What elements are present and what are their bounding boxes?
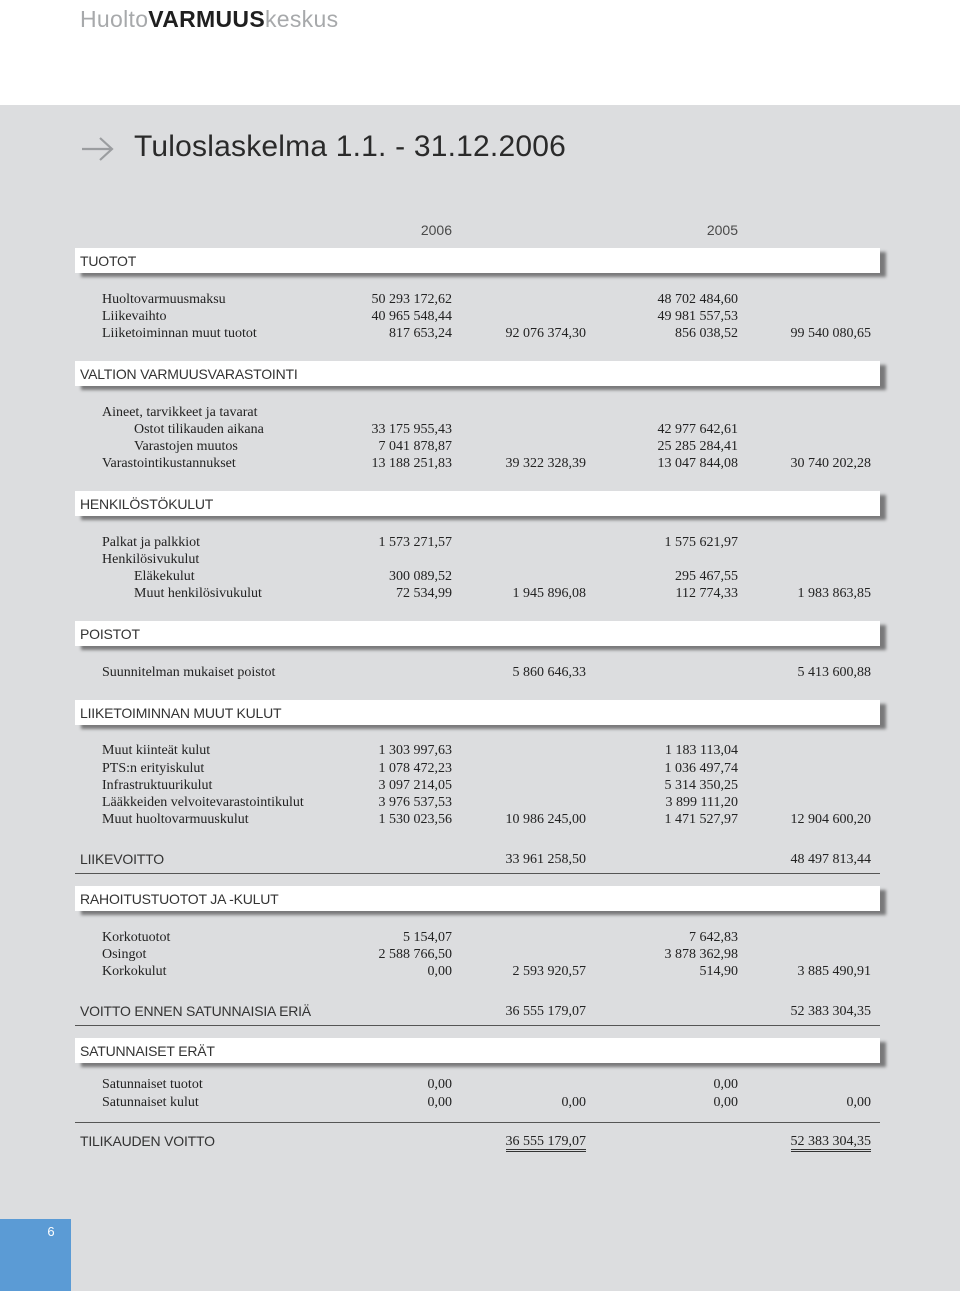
row-label: Liiketoiminnan muut tuotot bbox=[102, 326, 257, 341]
header-band bbox=[0, 0, 960, 105]
value-2005: 1 575 621,97 bbox=[664, 535, 738, 550]
value-2005: 3 878 362,98 bbox=[664, 947, 738, 962]
row-label: Liikevaihto bbox=[102, 309, 167, 324]
content-area bbox=[0, 105, 960, 1291]
total-liikevoitto bbox=[75, 847, 880, 874]
logo-part-huolto: Huolto bbox=[80, 6, 149, 32]
value-2005: 112 774,33 bbox=[675, 586, 738, 601]
value-2006: 3 097 214,05 bbox=[378, 778, 452, 793]
arrow-right-icon bbox=[80, 135, 116, 163]
table-row bbox=[0, 930, 960, 947]
table-row bbox=[0, 422, 960, 439]
section-poistot bbox=[75, 621, 880, 646]
total-tilikauden-voitto bbox=[75, 1129, 880, 1155]
subtotal-2006: 39 322 328,39 bbox=[505, 456, 586, 471]
table-row bbox=[0, 586, 960, 603]
row-label: Aineet, tarvikkeet ja tavarat bbox=[102, 405, 258, 420]
table-row bbox=[0, 552, 960, 569]
section-heading: POISTOT bbox=[80, 626, 140, 642]
total-voitto-ennen-satunnaisia bbox=[75, 999, 880, 1026]
total-2006: 33 961 258,50 bbox=[505, 852, 586, 867]
subtotal-2006: 1 945 896,08 bbox=[512, 586, 586, 601]
value-2005: 0,00 bbox=[713, 1095, 738, 1110]
total-2005-value: 52 383 304,35 bbox=[791, 1134, 872, 1152]
table-row bbox=[0, 326, 960, 343]
table-row bbox=[0, 535, 960, 552]
row-label: Henkilösivukulut bbox=[102, 552, 200, 567]
value-2005: 1 183 113,04 bbox=[665, 743, 738, 758]
table-row bbox=[0, 778, 960, 795]
divider bbox=[75, 1122, 880, 1123]
value-2006: 0,00 bbox=[427, 1095, 452, 1110]
table-row bbox=[0, 405, 960, 422]
total-2005 bbox=[721, 1134, 871, 1150]
table-row bbox=[0, 761, 960, 778]
row-label: Osingot bbox=[102, 947, 147, 962]
value-2006: 300 089,52 bbox=[389, 569, 452, 584]
total-label: TILIKAUDEN VOITTO bbox=[80, 1133, 215, 1149]
subtotal-2006: 10 986 245,00 bbox=[505, 812, 586, 827]
section-satunnaiset-erat bbox=[75, 1038, 880, 1063]
total-2006-value: 36 555 179,07 bbox=[506, 1134, 587, 1152]
value-2005: 42 977 642,61 bbox=[657, 422, 738, 437]
page-title: Tuloslaskelma 1.1. - 31.12.2006 bbox=[134, 130, 567, 163]
subtotal-2005: 99 540 080,65 bbox=[790, 326, 871, 341]
value-2006: 1 303 997,63 bbox=[378, 743, 452, 758]
logo-part-varmuus: VARMUUS bbox=[148, 6, 265, 32]
logo bbox=[80, 6, 338, 33]
value-2005: 856 038,52 bbox=[675, 326, 738, 341]
table-row bbox=[0, 456, 960, 473]
section-henkilostokulut bbox=[75, 491, 880, 516]
subtotal-2006: 0,00 bbox=[561, 1095, 586, 1110]
value-2006: 7 041 878,87 bbox=[378, 439, 452, 454]
subtotal-2005: 12 904 600,20 bbox=[790, 812, 871, 827]
value-2005: 514,90 bbox=[699, 964, 738, 979]
value-2005: 0,00 bbox=[713, 1077, 738, 1092]
section-liiketoiminnan-muut-kulut bbox=[75, 700, 880, 725]
section-heading: SATUNNAISET ERÄT bbox=[80, 1043, 215, 1059]
row-label: Infrastruktuurikulut bbox=[102, 778, 213, 793]
value-2006: 1 530 023,56 bbox=[378, 812, 452, 827]
row-label: Suunnitelman mukaiset poistot bbox=[102, 665, 276, 680]
subtotal-2006: 5 860 646,33 bbox=[512, 665, 586, 680]
row-label: Korkotuotot bbox=[102, 930, 171, 945]
value-2005: 13 047 844,08 bbox=[657, 456, 738, 471]
year-2006-header: 2006 bbox=[420, 222, 452, 238]
value-2006: 72 534,99 bbox=[396, 586, 452, 601]
table-row bbox=[0, 1095, 960, 1112]
value-2005: 295 467,55 bbox=[675, 569, 738, 584]
value-2006: 817 653,24 bbox=[389, 326, 452, 341]
row-label: Muut huoltovarmuuskulut bbox=[102, 812, 249, 827]
table-row bbox=[0, 964, 960, 981]
table-row bbox=[0, 1077, 960, 1094]
table-row bbox=[0, 795, 960, 812]
table-row bbox=[0, 292, 960, 309]
value-2006: 1 573 271,57 bbox=[378, 535, 452, 550]
section-tuotot bbox=[75, 248, 880, 273]
row-label: Muut kiinteät kulut bbox=[102, 743, 211, 758]
subtotal-2005: 3 885 490,91 bbox=[797, 964, 871, 979]
table-row bbox=[0, 439, 960, 456]
row-label: PTS:n erityiskulut bbox=[102, 761, 205, 776]
page-number: 6 bbox=[47, 1224, 55, 1239]
table-row bbox=[0, 569, 960, 586]
section-valtion-varmuusvarastointi bbox=[75, 361, 880, 386]
value-2005: 48 702 484,60 bbox=[657, 292, 738, 307]
total-label: VOITTO ENNEN SATUNNAISIA ERIÄ bbox=[80, 1003, 311, 1019]
row-label: Varastointikustannukset bbox=[102, 456, 236, 471]
subtotal-2005: 0,00 bbox=[846, 1095, 871, 1110]
subtotal-2005: 5 413 600,88 bbox=[797, 665, 871, 680]
row-label: Satunnaiset tuotot bbox=[102, 1077, 203, 1092]
value-2005: 7 642,83 bbox=[689, 930, 738, 945]
total-2006: 36 555 179,07 bbox=[505, 1004, 586, 1019]
table-row bbox=[0, 309, 960, 326]
value-2006: 1 078 472,23 bbox=[378, 761, 452, 776]
row-label: Eläkekulut bbox=[134, 569, 195, 584]
value-2005: 1 036 497,74 bbox=[664, 761, 738, 776]
total-2006 bbox=[436, 1134, 586, 1150]
value-2005: 3 899 111,20 bbox=[665, 795, 738, 810]
subtotal-2006: 2 593 920,57 bbox=[512, 964, 586, 979]
year-2005-header: 2005 bbox=[706, 222, 738, 238]
total-2005: 48 497 813,44 bbox=[790, 852, 871, 867]
value-2006: 3 976 537,53 bbox=[378, 795, 452, 810]
value-2005: 25 285 284,41 bbox=[657, 439, 738, 454]
table-row bbox=[0, 947, 960, 964]
table-row bbox=[0, 743, 960, 760]
value-2005: 1 471 527,97 bbox=[664, 812, 738, 827]
total-2005: 52 383 304,35 bbox=[790, 1004, 871, 1019]
table-row bbox=[0, 812, 960, 829]
value-2006: 50 293 172,62 bbox=[371, 292, 452, 307]
row-label: Varastojen muutos bbox=[134, 439, 238, 454]
section-heading: HENKILÖSTÖKULUT bbox=[80, 496, 214, 512]
row-label: Huoltovarmuusmaksu bbox=[102, 292, 226, 307]
section-rahoitustuotot bbox=[75, 886, 880, 911]
value-2006: 33 175 955,43 bbox=[371, 422, 452, 437]
value-2006: 0,00 bbox=[427, 1077, 452, 1092]
row-label: Palkat ja palkkiot bbox=[102, 535, 200, 550]
section-heading: RAHOITUSTUOTOT JA -KULUT bbox=[80, 891, 279, 907]
value-2006: 40 965 548,44 bbox=[371, 309, 452, 324]
value-2006: 0,00 bbox=[427, 964, 452, 979]
section-heading: VALTION VARMUUSVARASTOINTI bbox=[80, 366, 298, 382]
subtotal-2005: 1 983 863,85 bbox=[797, 586, 871, 601]
value-2006: 13 188 251,83 bbox=[371, 456, 452, 471]
value-2005: 49 981 557,53 bbox=[657, 309, 738, 324]
value-2005: 5 314 350,25 bbox=[664, 778, 738, 793]
table-row bbox=[0, 665, 960, 682]
row-label: Korkokulut bbox=[102, 964, 167, 979]
section-heading: TUOTOT bbox=[80, 253, 137, 269]
subtotal-2006: 92 076 374,30 bbox=[505, 326, 586, 341]
logo-part-keskus: keskus bbox=[264, 6, 339, 32]
row-label: Lääkkeiden velvoitevarastointikulut bbox=[102, 795, 304, 810]
subtotal-2005: 30 740 202,28 bbox=[790, 456, 871, 471]
row-label: Satunnaiset kulut bbox=[102, 1095, 199, 1110]
total-label: LIIKEVOITTO bbox=[80, 851, 164, 867]
row-label: Ostot tilikauden aikana bbox=[134, 422, 264, 437]
section-heading: LIIKETOIMINNAN MUUT KULUT bbox=[80, 705, 282, 721]
row-label: Muut henkilösivukulut bbox=[134, 586, 262, 601]
value-2006: 2 588 766,50 bbox=[378, 947, 452, 962]
value-2006: 5 154,07 bbox=[403, 930, 452, 945]
